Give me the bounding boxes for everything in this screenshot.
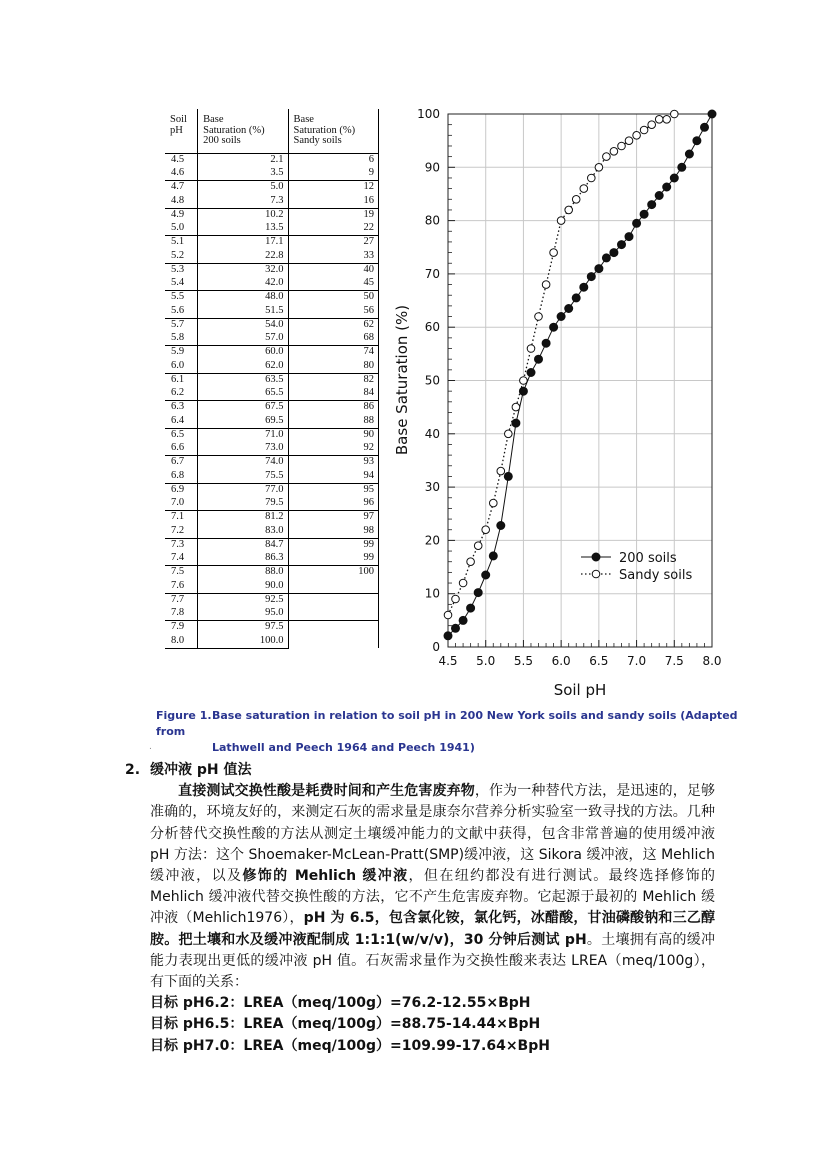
cell-ph: 7.2 xyxy=(171,524,185,536)
table-row xyxy=(165,511,379,525)
data-point-sandy-soils xyxy=(625,137,633,145)
table-row xyxy=(165,401,379,415)
y-tick-label: 0 xyxy=(432,640,440,654)
base-saturation-chart xyxy=(385,100,735,705)
cell-sandy-soils: 82 xyxy=(288,373,378,387)
cell-200-soils: 54.0 xyxy=(198,318,288,332)
table-row xyxy=(165,318,379,332)
main-paragraph xyxy=(125,781,715,993)
cell-ph: 6.6 xyxy=(171,442,185,454)
table-row xyxy=(165,593,379,607)
cell-sandy-soils: 33 xyxy=(288,249,378,263)
cell-sandy-soils: 45 xyxy=(288,277,378,291)
table-row xyxy=(165,277,379,291)
cell-ph: 5.4 xyxy=(171,277,185,289)
cell-ph: 7.3 xyxy=(165,538,198,552)
cell-ph: 6.1 xyxy=(165,373,198,387)
data-point-sandy-soils xyxy=(490,499,498,507)
header-sandy-soils xyxy=(288,109,378,153)
table-row xyxy=(165,304,379,318)
cell-ph: 8.0 xyxy=(165,634,198,648)
cell-200-soils: 42.0 xyxy=(198,277,288,291)
cell-ph: 6.9 xyxy=(165,483,198,497)
cell-sandy-soils xyxy=(288,579,378,593)
cell-ph: 7.8 xyxy=(171,607,185,619)
cell-sandy-soils: 68 xyxy=(288,332,378,346)
formula-list xyxy=(125,993,715,1057)
table-row xyxy=(165,291,379,305)
data-point-sandy-soils xyxy=(557,217,565,225)
cell-200-soils: 74.0 xyxy=(198,456,288,470)
data-point-sandy-soils xyxy=(520,377,528,385)
cell-sandy-soils: 16 xyxy=(288,194,378,208)
cell-200-soils: 86.3 xyxy=(198,552,288,566)
data-point-sandy-soils xyxy=(565,206,573,214)
legend-label-200-soils: 200 soils xyxy=(619,551,677,566)
data-point-sandy-soils xyxy=(512,403,520,411)
cell-ph: 7.9 xyxy=(165,621,198,635)
cell-sandy-soils: 98 xyxy=(288,524,378,538)
data-point-sandy-soils xyxy=(671,110,679,118)
data-point-200-soils xyxy=(663,183,671,191)
data-point-200-soils xyxy=(519,387,527,395)
data-point-sandy-soils xyxy=(610,148,618,156)
cell-200-soils: 77.0 xyxy=(198,483,288,497)
cell-sandy-soils xyxy=(288,634,378,648)
cell-ph: 5.1 xyxy=(165,236,198,250)
cell-sandy-soils xyxy=(288,621,378,635)
cell-ph: 6.7 xyxy=(165,456,198,470)
y-tick-label: 80 xyxy=(424,213,440,228)
data-point-200-soils xyxy=(527,369,535,377)
cell-ph: 4.7 xyxy=(165,181,198,195)
data-point-200-soils xyxy=(701,123,709,131)
cell-ph: 5.3 xyxy=(165,263,198,277)
cell-sandy-soils: 86 xyxy=(288,401,378,415)
cell-ph: 7.0 xyxy=(171,497,185,509)
cell-sandy-soils: 40 xyxy=(288,263,378,277)
data-point-sandy-soils xyxy=(595,164,603,172)
table-row xyxy=(165,236,379,250)
cell-ph: 4.5 xyxy=(171,153,185,165)
cell-200-soils: 88.0 xyxy=(198,566,288,580)
caption-line-1: Base saturation in relation to soil pH in 200 New York soils and sandy soils (Adapted from xyxy=(156,709,738,738)
cell-ph: 4.8 xyxy=(171,194,185,206)
y-tick-label: 100 xyxy=(417,107,440,121)
cell-200-soils: 71.0 xyxy=(198,428,288,442)
legend-marker-sandy-soils xyxy=(592,570,600,578)
y-tick-label: 30 xyxy=(424,480,440,495)
data-point-200-soils xyxy=(452,624,460,632)
x-axis-ticks xyxy=(438,640,721,668)
table-row xyxy=(165,222,379,236)
cell-sandy-soils: 99 xyxy=(288,538,378,552)
data-point-sandy-soils xyxy=(588,174,596,182)
cell-200-soils: 69.5 xyxy=(198,414,288,428)
table-row xyxy=(165,153,379,167)
cell-sandy-soils: 84 xyxy=(288,387,378,401)
data-point-200-soils xyxy=(542,339,550,347)
header-line: Soil xyxy=(170,114,187,125)
y-tick-label: 70 xyxy=(424,266,440,281)
data-point-sandy-soils xyxy=(505,430,513,438)
data-point-sandy-soils xyxy=(580,185,588,193)
cell-sandy-soils: 62 xyxy=(288,318,378,332)
cell-sandy-soils xyxy=(288,607,378,621)
data-point-200-soils xyxy=(602,254,610,262)
cell-200-soils: 10.2 xyxy=(198,208,288,222)
data-point-200-soils xyxy=(550,323,558,331)
cell-sandy-soils: 19 xyxy=(288,208,378,222)
data-point-200-soils xyxy=(482,571,490,579)
section-number: 2. xyxy=(125,762,141,778)
cell-sandy-soils: 88 xyxy=(288,414,378,428)
data-point-200-soils xyxy=(504,472,512,480)
header-line: pH xyxy=(170,124,183,136)
cell-sandy-soils: 96 xyxy=(288,497,378,511)
cell-ph: 7.4 xyxy=(171,552,185,564)
cell-ph: 6.2 xyxy=(171,387,185,399)
data-point-sandy-soils xyxy=(640,126,648,134)
data-point-200-soils xyxy=(648,201,656,209)
cell-ph: 7.1 xyxy=(165,511,198,525)
data-point-200-soils xyxy=(565,305,573,313)
data-point-200-soils xyxy=(474,589,482,597)
cell-200-soils: 79.5 xyxy=(198,497,288,511)
data-point-200-soils xyxy=(640,210,648,218)
data-point-200-soils xyxy=(572,294,580,302)
cell-200-soils: 75.5 xyxy=(198,469,288,483)
cell-sandy-soils: 97 xyxy=(288,511,378,525)
cell-200-soils: 63.5 xyxy=(198,373,288,387)
cell-sandy-soils: 22 xyxy=(288,222,378,236)
data-point-200-soils xyxy=(670,174,678,182)
table-row xyxy=(165,552,379,566)
header-line: Saturation (%) xyxy=(293,124,356,136)
cell-200-soils: 5.0 xyxy=(198,181,288,195)
cell-sandy-soils: 94 xyxy=(288,469,378,483)
cell-sandy-soils: 9 xyxy=(288,167,378,181)
cell-sandy-soils: 99 xyxy=(288,552,378,566)
cell-ph: 5.5 xyxy=(165,291,198,305)
data-point-sandy-soils xyxy=(444,611,452,619)
table-row xyxy=(165,483,379,497)
cell-ph: 6.0 xyxy=(171,359,185,371)
section-title: 缓冲液 pH 值法 xyxy=(150,762,252,778)
cell-ph: 4.9 xyxy=(165,208,198,222)
table-row xyxy=(165,607,379,621)
data-point-200-soils xyxy=(655,192,663,200)
table-row xyxy=(165,579,379,593)
table-row xyxy=(165,373,379,387)
x-tick-label: 8.0 xyxy=(702,654,722,668)
header-line: Base xyxy=(293,114,314,125)
x-tick-label: 7.0 xyxy=(627,654,647,668)
x-tick-label: 7.5 xyxy=(664,654,684,668)
y-tick-label: 90 xyxy=(424,160,440,175)
cell-200-soils: 13.5 xyxy=(198,222,288,236)
table-row xyxy=(165,167,379,181)
base-saturation-table xyxy=(165,109,379,649)
para-text-2: ，作为一种替代方法，是迅速的，足够准确的，环境友好的，来测定石灰的需求量是康奈尔营养分析实验室一致寻找的方法。几种分析替代交换性酸的方法从测定土壤缓冲能力的文献中获得，包含非常普遍的使用缓冲液 pH 方法：这个 Shoemaker-McLean-Pratt(SMP)缓冲液，这 Sikora 缓冲液，这 Mehlich 缓冲液，以及 xyxy=(150,783,716,885)
para-text-6: 。土壤拥有高的缓冲能力表现出更低的缓冲液 pH 值。石灰需求量作为交换性酸来表达 LREA（meq/100g），有下面的关系： xyxy=(150,931,715,991)
data-point-200-soils xyxy=(633,219,641,227)
data-point-sandy-soils xyxy=(603,153,611,161)
header-200-soils xyxy=(198,109,288,153)
x-tick-label: 4.5 xyxy=(438,654,458,668)
cell-ph: 6.4 xyxy=(171,414,185,426)
cell-200-soils: 3.5 xyxy=(198,167,288,181)
y-tick-label: 60 xyxy=(424,320,440,335)
cell-ph: 5.2 xyxy=(171,249,185,261)
data-point-sandy-soils xyxy=(550,249,558,257)
data-point-200-soils xyxy=(625,233,633,241)
table-row xyxy=(165,263,379,277)
cell-ph: 7.7 xyxy=(165,593,198,607)
data-point-sandy-soils xyxy=(467,558,475,566)
data-point-sandy-soils xyxy=(633,132,641,140)
stray-mark: . xyxy=(149,742,152,752)
data-point-200-soils xyxy=(497,522,505,530)
data-point-sandy-soils xyxy=(542,281,550,289)
cell-200-soils: 100.0 xyxy=(198,634,288,648)
data-point-200-soils xyxy=(678,163,686,171)
cell-200-soils: 60.0 xyxy=(198,346,288,360)
header-line: Saturation (%) xyxy=(203,124,265,136)
data-point-sandy-soils xyxy=(482,526,490,534)
table-row xyxy=(165,346,379,360)
data-point-200-soils xyxy=(587,273,595,281)
data-point-200-soils xyxy=(557,313,565,321)
table-row xyxy=(165,332,379,346)
table-row xyxy=(165,524,379,538)
cell-ph: 7.6 xyxy=(171,579,185,591)
y-tick-label: 20 xyxy=(424,533,440,548)
table-row xyxy=(165,194,379,208)
data-point-sandy-soils xyxy=(497,467,505,475)
data-point-200-soils xyxy=(535,355,543,363)
data-point-sandy-soils xyxy=(655,116,663,124)
table-row xyxy=(165,538,379,552)
data-point-200-soils xyxy=(489,552,497,560)
para-bold-5: pH 为 6.5，包含氯化铵，氯化钙，冰醋酸，甘油磷酸钠和三乙醇胺。把土壤和水及缓冲液配制成 1:1:1(w/v/v)，30 分钟后测试 pH xyxy=(150,910,715,948)
cell-sandy-soils: 93 xyxy=(288,456,378,470)
cell-200-soils: 90.0 xyxy=(198,579,288,593)
legend-label-sandy-soils: Sandy soils xyxy=(619,568,693,583)
header-line: Base xyxy=(203,114,224,125)
data-point-sandy-soils xyxy=(535,313,543,321)
cell-200-soils: 32.0 xyxy=(198,263,288,277)
data-point-200-soils xyxy=(467,604,475,612)
cell-ph: 6.5 xyxy=(165,428,198,442)
caption-line-2: Lathwell and Peech 1964 and Peech 1941) xyxy=(212,741,475,754)
formula-ph65: 目标 pH6.5：LREA（meq/100g）=88.75-14.44×BpH xyxy=(150,1016,541,1033)
cell-ph: 4.6 xyxy=(171,167,185,179)
figure-label: Figure 1. xyxy=(156,709,212,722)
data-point-sandy-soils xyxy=(474,542,482,550)
x-axis-label: Soil pH xyxy=(553,681,607,699)
x-tick-label: 5.5 xyxy=(513,654,533,668)
table-row xyxy=(165,387,379,401)
y-axis-label: Base Saturation (%) xyxy=(393,304,411,456)
x-tick-label: 6.5 xyxy=(589,654,609,668)
formula-ph70: 目标 pH7.0：LREA（meq/100g）=109.99-17.64×BpH xyxy=(150,1037,550,1054)
cell-200-soils: 65.5 xyxy=(198,387,288,401)
data-point-200-soils xyxy=(610,249,618,257)
section-heading xyxy=(125,760,715,781)
data-point-sandy-soils xyxy=(572,196,580,204)
header-line: Sandy soils xyxy=(293,135,342,146)
table-header-row xyxy=(165,109,379,153)
data-point-sandy-soils xyxy=(618,142,626,150)
para-text-4: ，但在纽约都没有进行测试。最终选择修饰的 Mehlich 缓冲液代替交换性酸的方法，它不产生危害废弃物。它起源于最初的 Mehlich 缓冲液（Mehlich1976）， xyxy=(150,868,716,927)
data-point-200-soils xyxy=(618,241,626,249)
cell-ph: 5.0 xyxy=(171,222,185,234)
cell-200-soils: 92.5 xyxy=(198,593,288,607)
cell-sandy-soils: 90 xyxy=(288,428,378,442)
cell-sandy-soils: 100 xyxy=(288,566,378,580)
cell-200-soils: 57.0 xyxy=(198,332,288,346)
data-point-200-soils xyxy=(685,150,693,158)
cell-ph: 5.9 xyxy=(165,346,198,360)
para-bold-3: 修饰的 Mehlich 缓冲液 xyxy=(242,868,409,885)
cell-sandy-soils: 74 xyxy=(288,346,378,360)
cell-sandy-soils: 92 xyxy=(288,442,378,456)
y-axis-ticks xyxy=(417,107,455,654)
y-tick-label: 10 xyxy=(424,586,440,601)
table-row xyxy=(165,442,379,456)
cell-200-soils: 7.3 xyxy=(198,194,288,208)
table-row xyxy=(165,414,379,428)
figure-caption xyxy=(156,708,756,756)
data-point-sandy-soils xyxy=(452,595,460,603)
cell-200-soils: 17.1 xyxy=(198,236,288,250)
cell-200-soils: 81.2 xyxy=(198,511,288,525)
cell-ph: 6.8 xyxy=(171,469,185,481)
data-point-200-soils xyxy=(595,265,603,273)
cell-ph: 5.8 xyxy=(171,332,185,344)
x-tick-label: 6.0 xyxy=(551,654,571,668)
para-bold-1: 直接测试交换性酸是耗费时间和产生危害废弃物 xyxy=(178,783,475,800)
cell-sandy-soils: 12 xyxy=(288,181,378,195)
table-row xyxy=(165,181,379,195)
cell-200-soils: 48.0 xyxy=(198,291,288,305)
data-point-sandy-soils xyxy=(459,579,467,587)
table-row xyxy=(165,566,379,580)
table-row xyxy=(165,634,379,648)
table-row xyxy=(165,497,379,511)
header-line: 200 soils xyxy=(203,135,241,146)
table-row xyxy=(165,428,379,442)
cell-ph: 5.6 xyxy=(171,304,185,316)
table-body xyxy=(165,153,379,648)
data-point-200-soils xyxy=(693,137,701,145)
cell-sandy-soils: 6 xyxy=(288,153,378,167)
cell-200-soils: 73.0 xyxy=(198,442,288,456)
cell-sandy-soils: 80 xyxy=(288,359,378,373)
cell-200-soils: 67.5 xyxy=(198,401,288,415)
document-body xyxy=(125,760,715,1057)
data-point-200-soils xyxy=(512,419,520,427)
data-point-sandy-soils xyxy=(648,121,656,129)
cell-200-soils: 22.8 xyxy=(198,249,288,263)
cell-200-soils: 62.0 xyxy=(198,359,288,373)
data-point-sandy-soils xyxy=(527,345,535,353)
cell-200-soils: 83.0 xyxy=(198,524,288,538)
data-point-200-soils xyxy=(708,110,716,118)
data-point-200-soils xyxy=(444,632,452,640)
header-soil-ph xyxy=(165,109,198,153)
cell-ph: 5.7 xyxy=(165,318,198,332)
cell-200-soils: 97.5 xyxy=(198,621,288,635)
legend-marker-200-soils xyxy=(592,553,600,561)
table-row xyxy=(165,469,379,483)
cell-sandy-soils xyxy=(288,593,378,607)
cell-200-soils: 84.7 xyxy=(198,538,288,552)
data-point-sandy-soils xyxy=(663,116,671,124)
cell-sandy-soils: 56 xyxy=(288,304,378,318)
cell-ph: 6.3 xyxy=(165,401,198,415)
cell-200-soils: 51.5 xyxy=(198,304,288,318)
table-row xyxy=(165,621,379,635)
y-tick-label: 40 xyxy=(424,426,440,441)
y-tick-label: 50 xyxy=(424,373,440,388)
formula-ph62: 目标 pH6.2：LREA（meq/100g）=76.2-12.55×BpH xyxy=(150,995,531,1012)
cell-200-soils: 95.0 xyxy=(198,607,288,621)
cell-sandy-soils: 95 xyxy=(288,483,378,497)
cell-ph: 7.5 xyxy=(165,566,198,580)
table-row xyxy=(165,208,379,222)
cell-sandy-soils: 27 xyxy=(288,236,378,250)
cell-200-soils: 2.1 xyxy=(198,153,288,167)
cell-sandy-soils: 50 xyxy=(288,291,378,305)
data-point-200-soils xyxy=(459,616,467,624)
table-row xyxy=(165,249,379,263)
data-point-200-soils xyxy=(580,283,588,291)
table-row xyxy=(165,456,379,470)
x-tick-label: 5.0 xyxy=(476,654,496,668)
table-row xyxy=(165,359,379,373)
